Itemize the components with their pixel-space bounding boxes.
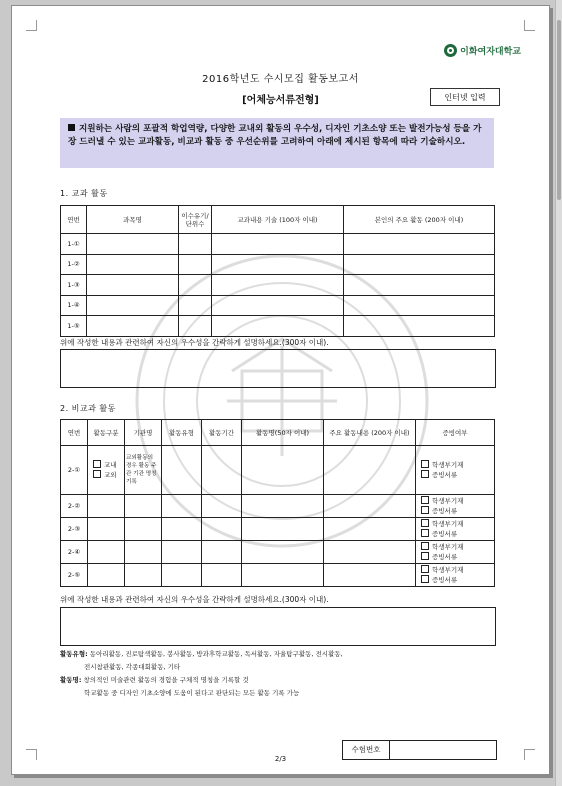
instructions-box — [60, 118, 494, 168]
row-number: 1-③ — [61, 275, 87, 296]
input-cell[interactable] — [202, 564, 242, 587]
checkbox-icon[interactable] — [421, 506, 429, 514]
input-cell[interactable] — [242, 564, 324, 587]
table-row — [61, 295, 495, 316]
input-cell[interactable] — [162, 495, 202, 518]
col-header: 기관명 — [125, 420, 162, 446]
input-cell[interactable] — [212, 295, 344, 316]
col-header: 활동기간 — [202, 420, 242, 446]
checkbox-option[interactable]: 학생부기재 — [417, 542, 493, 552]
page-number: 2/3 — [274, 755, 287, 763]
row-number: 1-⑤ — [61, 316, 87, 337]
university-name: 이화여자대학교 — [460, 47, 521, 57]
input-cell[interactable] — [162, 518, 202, 541]
checkbox-icon[interactable] — [421, 542, 429, 550]
checkbox-icon[interactable] — [421, 519, 429, 527]
section2-note: 위에 작성한 내용과 관련하여 자신의 우수성을 간략하게 설명하세요.(300자 이내). — [60, 595, 329, 604]
input-cell[interactable] — [324, 495, 416, 518]
input-cell[interactable] — [125, 541, 162, 564]
input-cell[interactable] — [202, 518, 242, 541]
table-row — [61, 254, 495, 275]
checkbox-option[interactable]: 학생부기재 — [417, 460, 493, 470]
input-cell[interactable] — [344, 254, 495, 275]
activity-type-cell — [88, 446, 125, 495]
input-cell[interactable] — [324, 564, 416, 587]
input-cell[interactable] — [88, 564, 125, 587]
input-cell[interactable] — [242, 495, 324, 518]
input-cell[interactable] — [88, 495, 125, 518]
row-number: 2-③ — [61, 518, 88, 541]
input-cell[interactable] — [212, 275, 344, 296]
checkbox-icon[interactable] — [421, 496, 429, 504]
internet-input-badge: 인터넷 입력 — [430, 88, 500, 106]
evidence-cell — [416, 495, 495, 518]
input-cell[interactable] — [87, 316, 179, 337]
col-header: 연번 — [61, 206, 87, 234]
footnote-activity-name-cont: 학교활동 중 디자인 기초소양에 도움이 된다고 판단되는 모든 활동 기록 가능 — [84, 689, 300, 697]
checkbox-icon[interactable] — [421, 575, 429, 583]
table-row — [61, 518, 495, 541]
checkbox-icon[interactable] — [421, 529, 429, 537]
row-number: 2-⑤ — [61, 564, 88, 587]
checkbox-icon[interactable] — [421, 552, 429, 560]
section2-essay-box[interactable] — [60, 607, 496, 646]
evidence-cell — [416, 518, 495, 541]
curricular-table — [60, 205, 495, 337]
evidence-cell — [416, 541, 495, 564]
checkbox-option[interactable]: 증빙서류 — [417, 529, 493, 539]
input-cell[interactable] — [88, 541, 125, 564]
col-header: 활동유형 — [162, 420, 202, 446]
table-row — [61, 275, 495, 296]
row-number: 1-② — [61, 254, 87, 275]
input-cell[interactable] — [202, 541, 242, 564]
crop-mark — [26, 20, 37, 31]
footnote-activity-name: 활동명: 창의적인 미술관련 활동의 경험을 구체적 명칭을 기록할 것 — [60, 676, 249, 684]
input-cell[interactable] — [242, 446, 324, 495]
col-header: 이수유기/단위수 — [179, 206, 212, 234]
checkbox-icon[interactable] — [421, 470, 429, 478]
extracurricular-table — [60, 419, 495, 587]
input-cell[interactable] — [179, 316, 212, 337]
page-subtitle: [어체능서류전형] — [242, 95, 319, 106]
input-cell[interactable] — [242, 518, 324, 541]
col-header: 과목명 — [87, 206, 179, 234]
university-emblem-icon — [444, 44, 457, 57]
scrollbar-thumb[interactable] — [557, 20, 561, 200]
org-note-cell: 교외활동의 경우 활동 주관 기관 명칭 기록 — [125, 446, 162, 495]
input-cell[interactable] — [87, 234, 179, 255]
vertical-scrollbar[interactable] — [555, 0, 562, 786]
instructions-text: 지원하는 사람의 포괄적 학업역량, 다양한 교내외 활동의 우수성, 디자인 기초소양 또는 발전가능성 등을 가장 드러낼 수 있는 교과활동, 비교과 활동 중 우선순위를 고려하여 아래에 제시된 항목에 따라 기술하시오. — [68, 124, 482, 147]
col-header: 연번 — [61, 420, 88, 446]
section2-label: 2. 비교과 활동 — [60, 404, 116, 413]
checkbox-icon[interactable] — [93, 460, 101, 468]
section1-note: 위에 작성한 내용과 관련하여 자신의 우수성을 간략하게 설명하세요.(300자 이내). — [60, 338, 329, 347]
checkbox-option[interactable]: 증빙서류 — [417, 552, 493, 562]
col-header: 본인의 주요 활동 (200자 이내) — [344, 206, 495, 234]
input-cell[interactable] — [88, 518, 125, 541]
input-cell[interactable] — [212, 254, 344, 275]
col-header: 활동구분 — [88, 420, 125, 446]
input-cell[interactable] — [179, 254, 212, 275]
university-logo — [444, 44, 521, 57]
input-cell[interactable] — [162, 541, 202, 564]
input-cell[interactable] — [87, 254, 179, 275]
exam-number-field[interactable] — [390, 741, 497, 760]
checkbox-option[interactable]: 학생부기재 — [417, 565, 493, 575]
table-row — [61, 234, 495, 255]
section1-essay-box[interactable] — [60, 349, 496, 388]
input-cell[interactable] — [324, 541, 416, 564]
input-cell[interactable] — [344, 234, 495, 255]
input-cell[interactable] — [162, 564, 202, 587]
input-cell[interactable] — [179, 234, 212, 255]
table-row — [61, 316, 495, 337]
table-row — [61, 564, 495, 587]
input-cell[interactable] — [125, 518, 162, 541]
checkbox-option[interactable]: 증빙서류 — [417, 470, 493, 480]
input-cell[interactable] — [179, 275, 212, 296]
crop-mark — [524, 20, 535, 31]
row-number: 2-② — [61, 495, 88, 518]
checkbox-icon[interactable] — [421, 565, 429, 573]
input-cell[interactable] — [344, 275, 495, 296]
input-cell[interactable] — [344, 295, 495, 316]
input-cell[interactable] — [212, 234, 344, 255]
col-header: 주요 활동내용 (200자 이내) — [324, 420, 416, 446]
input-cell[interactable] — [324, 446, 416, 495]
col-header: 증빙여부 — [416, 420, 495, 446]
row-number: 2-① — [61, 446, 88, 495]
document-page — [11, 5, 550, 775]
input-cell[interactable] — [212, 316, 344, 337]
checkbox-icon[interactable] — [421, 460, 429, 468]
exam-number-table — [342, 740, 497, 760]
checkbox-option[interactable]: 교외 — [89, 470, 123, 480]
row-number: 1-① — [61, 234, 87, 255]
checkbox-option[interactable]: 증빙서류 — [417, 506, 493, 516]
input-cell[interactable] — [202, 446, 242, 495]
table-header-row — [61, 206, 495, 234]
footnote-activity-types-cont: 전시참관활동, 각종대회활동, 기타 — [84, 663, 181, 671]
input-cell[interactable] — [87, 295, 179, 316]
input-cell[interactable] — [202, 495, 242, 518]
row-number: 1-④ — [61, 295, 87, 316]
checkbox-icon[interactable] — [93, 470, 101, 478]
checkbox-option[interactable]: 증빙서류 — [417, 575, 493, 585]
exam-number-label: 수험번호 — [343, 741, 390, 760]
input-cell[interactable] — [324, 518, 416, 541]
input-cell[interactable] — [179, 295, 212, 316]
checkbox-option[interactable]: 학생부기재 — [417, 496, 493, 506]
evidence-cell — [416, 564, 495, 587]
input-cell[interactable] — [125, 564, 162, 587]
square-bullet-icon — [68, 124, 75, 131]
footnote-activity-types: 활동유형: 동아리활동, 진로탐색활동, 봉사활동, 방과후학교활동, 독서활동, 자율탐구활동, 전시활동, — [60, 650, 343, 658]
table-header-row — [61, 420, 495, 446]
checkbox-option[interactable]: 학생부기재 — [417, 519, 493, 529]
row-number: 2-④ — [61, 541, 88, 564]
input-cell[interactable] — [125, 495, 162, 518]
checkbox-option[interactable]: 교내 — [89, 460, 123, 470]
table-row — [61, 541, 495, 564]
input-cell[interactable] — [344, 316, 495, 337]
evidence-cell — [416, 446, 495, 495]
section1-label: 1. 교과 활동 — [60, 189, 108, 198]
table-row — [61, 446, 495, 495]
input-cell[interactable] — [162, 446, 202, 495]
input-cell[interactable] — [87, 275, 179, 296]
input-cell[interactable] — [242, 541, 324, 564]
page-title: 2016학년도 수시모집 활동보고서 — [202, 74, 359, 85]
col-header: 교과내용 기술 (100자 이내) — [212, 206, 344, 234]
table-row — [61, 495, 495, 518]
col-header: 활동명(50자 이내) — [242, 420, 324, 446]
